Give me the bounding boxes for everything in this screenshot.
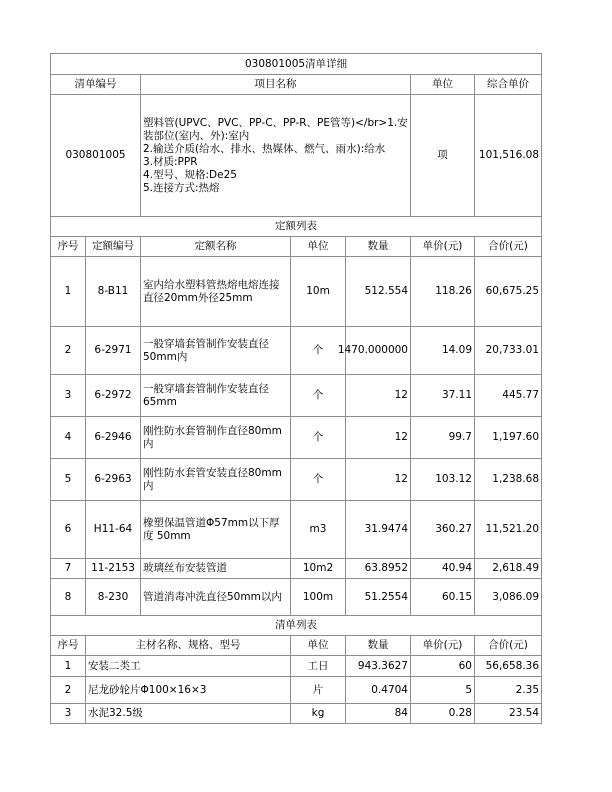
material-col-no: 序号 (51, 636, 86, 656)
row-code: 8-B11 (86, 257, 141, 327)
row-qty: 63.8952 (346, 559, 411, 579)
material-col-qty: 数量 (346, 636, 411, 656)
row-price: 103.12 (411, 459, 475, 501)
row-name: 水泥32.5级 (86, 704, 291, 724)
quota-col-price: 单价(元) (411, 237, 475, 257)
table-row (51, 579, 542, 616)
header-unit: 单位 (411, 75, 475, 95)
item-unit: 项 (411, 95, 475, 217)
row-total: 3,086.09 (475, 579, 542, 616)
row-qty: 12 (346, 375, 411, 417)
header-price: 综合单价 (475, 75, 542, 95)
material-col-total: 合价(元) (475, 636, 542, 656)
row-qty: 1470.000000 (346, 327, 411, 375)
row-code: 8-230 (86, 579, 141, 616)
item-description: 塑料管(UPVC、PVC、PP-C、PP-R、PE管等)</br>1.安装部位(室内、外):室内 2.输送介质(给水、排水、热媒体、燃气、雨水):给水 3.材质:PPR 4.型号、规格:De25 5.连接方式:热熔 (141, 95, 411, 217)
row-total: 20,733.01 (475, 327, 542, 375)
row-code: H11-64 (86, 501, 141, 559)
row-qty: 943.3627 (346, 656, 411, 677)
row-name: 刚性防水套管安装直径80mm内 (141, 459, 291, 501)
quota-col-no: 序号 (51, 237, 86, 257)
row-total: 2,618.49 (475, 559, 542, 579)
row-no: 7 (51, 559, 86, 579)
row-unit: 个 (291, 459, 346, 501)
row-unit: 10m2 (291, 559, 346, 579)
row-name: 安装二类工 (86, 656, 291, 677)
row-name: 橡塑保温管道Φ57mm以下厚度 50mm (141, 501, 291, 559)
row-price: 0.28 (411, 704, 475, 724)
sheet-title: 030801005清单详细 (51, 54, 542, 75)
row-price: 60.15 (411, 579, 475, 616)
row-code: 6-2971 (86, 327, 141, 375)
row-unit: 工日 (291, 656, 346, 677)
row-price: 360.27 (411, 501, 475, 559)
row-price: 5 (411, 677, 475, 704)
row-qty: 84 (346, 704, 411, 724)
row-qty: 31.9474 (346, 501, 411, 559)
table-row (51, 375, 542, 417)
table-row (51, 459, 542, 501)
row-unit: 个 (291, 327, 346, 375)
quota-header-row (51, 237, 542, 257)
row-no: 5 (51, 459, 86, 501)
row-qty: 512.554 (346, 257, 411, 327)
row-name: 玻璃丝布安装管道 (141, 559, 291, 579)
material-col-price: 单价(元) (411, 636, 475, 656)
material-section-title: 清单列表 (51, 616, 542, 636)
row-qty: 51.2554 (346, 579, 411, 616)
row-price: 99.7 (411, 417, 475, 459)
row-price: 14.09 (411, 327, 475, 375)
row-qty: 12 (346, 459, 411, 501)
row-name: 管道消毒冲洗直径50mm以内 (141, 579, 291, 616)
bill-detail-sheet (50, 53, 541, 724)
quota-section-title: 定额列表 (51, 217, 542, 237)
item-price: 101,516.08 (475, 95, 542, 217)
row-total: 445.77 (475, 375, 542, 417)
quota-col-name: 定额名称 (141, 237, 291, 257)
row-total: 11,521.20 (475, 501, 542, 559)
row-name: 一般穿墙套管制作安装直径65mm (141, 375, 291, 417)
row-no: 3 (51, 704, 86, 724)
table-row (51, 257, 542, 327)
row-code: 6-2946 (86, 417, 141, 459)
row-no: 2 (51, 327, 86, 375)
row-total: 2.35 (475, 677, 542, 704)
material-col-unit: 单位 (291, 636, 346, 656)
material-header-row (51, 636, 542, 656)
row-code: 6-2963 (86, 459, 141, 501)
row-qty: 0.4704 (346, 677, 411, 704)
row-name: 一般穿墙套管制作安装直径50mm内 (141, 327, 291, 375)
row-price: 40.94 (411, 559, 475, 579)
row-unit: kg (291, 704, 346, 724)
row-unit: 个 (291, 417, 346, 459)
header-code: 清单编号 (51, 75, 141, 95)
row-total: 1,197.60 (475, 417, 542, 459)
row-name: 室内给水塑料管热熔电熔连接直径20mm外径25mm (141, 257, 291, 327)
row-total: 60,675.25 (475, 257, 542, 327)
row-no: 3 (51, 375, 86, 417)
table-row (51, 559, 542, 579)
row-total: 23.54 (475, 704, 542, 724)
row-unit: 100m (291, 579, 346, 616)
quota-col-code: 定额编号 (86, 237, 141, 257)
row-total: 56,658.36 (475, 656, 542, 677)
row-code: 6-2972 (86, 375, 141, 417)
row-no: 4 (51, 417, 86, 459)
row-unit: 片 (291, 677, 346, 704)
row-price: 118.26 (411, 257, 475, 327)
row-name: 尼龙砂轮片Φ100×16×3 (86, 677, 291, 704)
header-name: 项目名称 (141, 75, 411, 95)
row-code: 11-2153 (86, 559, 141, 579)
row-no: 6 (51, 501, 86, 559)
row-unit: m3 (291, 501, 346, 559)
table-row (51, 704, 542, 724)
row-unit: 个 (291, 375, 346, 417)
material-col-name: 主材名称、规格、型号 (86, 636, 291, 656)
table-row (51, 327, 542, 375)
table-row (51, 656, 542, 677)
quota-col-qty: 数量 (346, 237, 411, 257)
row-name: 刚性防水套管制作直径80mm内 (141, 417, 291, 459)
row-no: 8 (51, 579, 86, 616)
item-code: 030801005 (51, 95, 141, 217)
table-row (51, 677, 542, 704)
row-no: 1 (51, 257, 86, 327)
row-no: 2 (51, 677, 86, 704)
table-row (51, 501, 542, 559)
table-row (51, 417, 542, 459)
row-no: 1 (51, 656, 86, 677)
quota-col-unit: 单位 (291, 237, 346, 257)
quota-col-total: 合价(元) (475, 237, 542, 257)
row-total: 1,238.68 (475, 459, 542, 501)
row-qty: 12 (346, 417, 411, 459)
row-unit: 10m (291, 257, 346, 327)
row-price: 37.11 (411, 375, 475, 417)
bill-detail-table (50, 53, 542, 724)
row-price: 60 (411, 656, 475, 677)
